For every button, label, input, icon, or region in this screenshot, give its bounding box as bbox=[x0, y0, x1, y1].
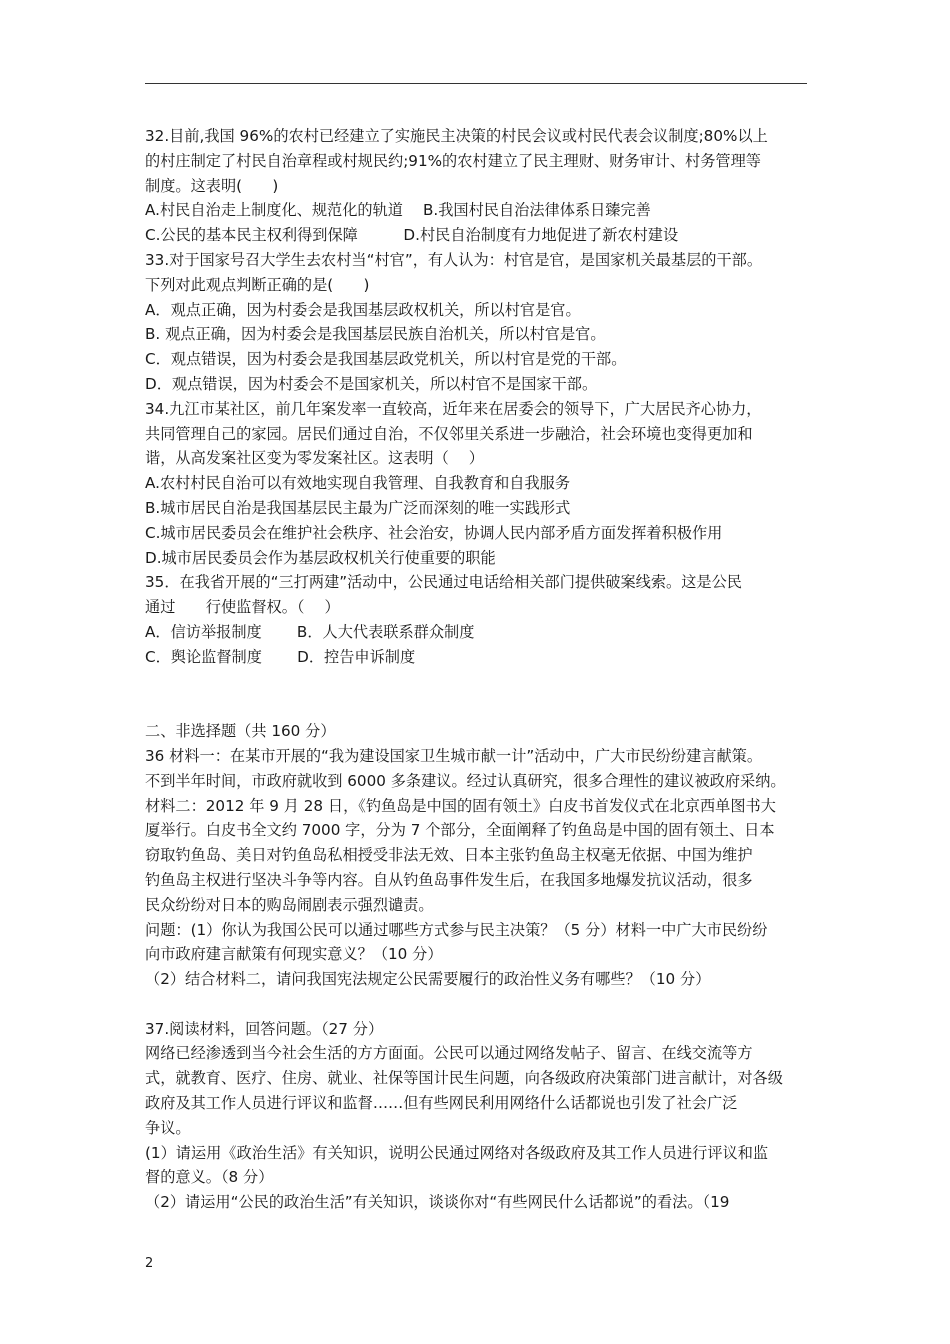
text-line: (1）请运用《政治生活》有关知识，说明公民通过网络对各级政府及其工作人员进行评议和监 bbox=[145, 1143, 769, 1162]
option-line: C．观点错误，因为村委会是我国基层政党机关，所以村官是党的干部。 bbox=[145, 350, 627, 369]
option-line: C．舆论监督制度 D．控告申诉制度 bbox=[145, 647, 416, 666]
option-line: D.城市居民委员会作为基层政权机关行使重要的职能 bbox=[145, 548, 496, 567]
text-line: 的村庄制定了村民自治章程或村规民约;91%的农村建立了民主理财、财务审计、村务管理等 bbox=[145, 151, 761, 170]
spacer bbox=[145, 670, 815, 720]
text-line: 材料二：2012 年 9 月 28 日，《钓鱼岛是中国的固有领土》白皮书首发仪式在北京西单图书大 bbox=[145, 796, 776, 815]
text-line: 37.阅读材料，回答问题。（27 分） bbox=[145, 1019, 384, 1038]
option-line: A.村民自治走上制度化、规范化的轨道 B.我国村民自治法律体系日臻完善 bbox=[145, 201, 651, 220]
option-line: B. 观点正确，因为村委会是我国基层民族自治机关，所以村官是官。 bbox=[145, 325, 606, 344]
text-line: 民众纷纷对日本的购岛闹剧表示强烈谴责。 bbox=[145, 895, 434, 914]
text-line: 35．在我省开展的“三打两建”活动中，公民通过电话给相关部门提供破案线索。这是公民 bbox=[145, 573, 742, 592]
text-line: 向市政府建言献策有何现实意义？（10 分） bbox=[145, 945, 443, 964]
question-32 bbox=[145, 124, 815, 248]
text-line: （2）请运用“公民的政治生活”有关知识，谈谈你对“有些网民什么话都说”的看法。（19 bbox=[145, 1193, 730, 1212]
option-line: D．观点错误，因为村委会不是国家机关，所以村官不是国家干部。 bbox=[145, 374, 598, 393]
document-body bbox=[145, 124, 815, 1215]
text-line: 制度。这表明( ) bbox=[145, 176, 279, 195]
text-line: 通过 行使监督权。（ ） bbox=[145, 598, 340, 617]
text-line: 窃取钓鱼岛、美日对钓鱼岛私相授受非法无效、日本主张钓鱼岛主权毫无依据、中国为维护 bbox=[145, 846, 753, 865]
question-34 bbox=[145, 397, 815, 571]
section-heading: 二、非选择题（共 160 分） bbox=[145, 722, 336, 741]
text-line: 34.九江市某社区，前几年案发率一直较高，近年来在居委会的领导下，广大居民齐心协力， bbox=[145, 399, 762, 418]
text-line: （2）结合材料二，请问我国宪法规定公民需要履行的政治性义务有哪些？（10 分） bbox=[145, 970, 711, 989]
option-line: C.城市居民委员会在维护社会秩序、社会治安，协调人民内部矛盾方面发挥着积极作用 bbox=[145, 523, 723, 542]
text-line: 33.对于国家号召大学生去农村当“村官”，有人认为：村官是官，是国家机关最基层的干部。 bbox=[145, 250, 763, 269]
text-line: 网络已经渗透到当今社会生活的方方面面。公民可以通过网络发帖子、留言、在线交流等方 bbox=[145, 1044, 753, 1063]
text-line: 不到半年时间，市政府就收到 6000 多条建议。经过认真研究，很多合理性的建议被政府采纳。 bbox=[145, 771, 786, 790]
text-line: 谐，从高发案社区变为零发案社区。这表明（ ） bbox=[145, 449, 484, 468]
option-line: B.城市居民自治是我国基层民主最为广泛而深刻的唯一实践形式 bbox=[145, 498, 571, 517]
text-line: 36 材料一：在某市开展的“我为建设国家卫生城市献一计”活动中，广大市民纷纷建言献策。 bbox=[145, 746, 763, 765]
option-line: A．观点正确，因为村委会是我国基层政权机关，所以村官是官。 bbox=[145, 300, 581, 319]
text-line: 厦举行。白皮书全文约 7000 字，分为 7 个部分，全面阐释了钓鱼岛是中国的固有领土、日本 bbox=[145, 821, 775, 840]
question-35 bbox=[145, 570, 815, 669]
question-33 bbox=[145, 248, 815, 397]
text-line: 32.目前,我国 96%的农村已经建立了实施民主决策的村民会议或村民代表会议制度;80%以上 bbox=[145, 127, 768, 145]
question-36 bbox=[145, 744, 815, 992]
text-line: 问题：(1）你认为我国公民可以通过哪些方式参与民主决策？（5 分）材料一中广大市民纷纷 bbox=[145, 920, 768, 939]
header-rule bbox=[145, 83, 807, 84]
spacer bbox=[145, 992, 815, 1017]
text-line: 政府及其工作人员进行评议和监督……但有些网民利用网络什么话都说也引发了社会广泛 bbox=[145, 1094, 738, 1113]
option-line: A．信访举报制度 B．人大代表联系群众制度 bbox=[145, 622, 475, 641]
question-37 bbox=[145, 1017, 815, 1215]
text-line: 下列对此观点判断正确的是( ) bbox=[145, 275, 370, 294]
page-number: 2 bbox=[145, 1256, 154, 1271]
option-line: C.公民的基本民主权利得到保障 D.村民自治制度有力地促进了新农村建设 bbox=[145, 226, 679, 245]
text-line: 争议。 bbox=[145, 1118, 191, 1137]
text-line: 督的意义。（8 分） bbox=[145, 1168, 274, 1187]
text-line: 钓鱼岛主权进行坚决斗争等内容。自从钓鱼岛事件发生后，在我国多地爆发抗议活动，很多 bbox=[145, 870, 753, 889]
option-line: A.农村村民自治可以有效地实现自我管理、自我教育和自我服务 bbox=[145, 474, 571, 493]
text-line: 共同管理自己的家园。居民们通过自治，不仅邻里关系进一步融洽，社会环境也变得更加和 bbox=[145, 424, 753, 443]
text-line: 式，就教育、医疗、住房、就业、社保等国计民生问题，向各级政府决策部门进言献计，对各级 bbox=[145, 1069, 783, 1088]
